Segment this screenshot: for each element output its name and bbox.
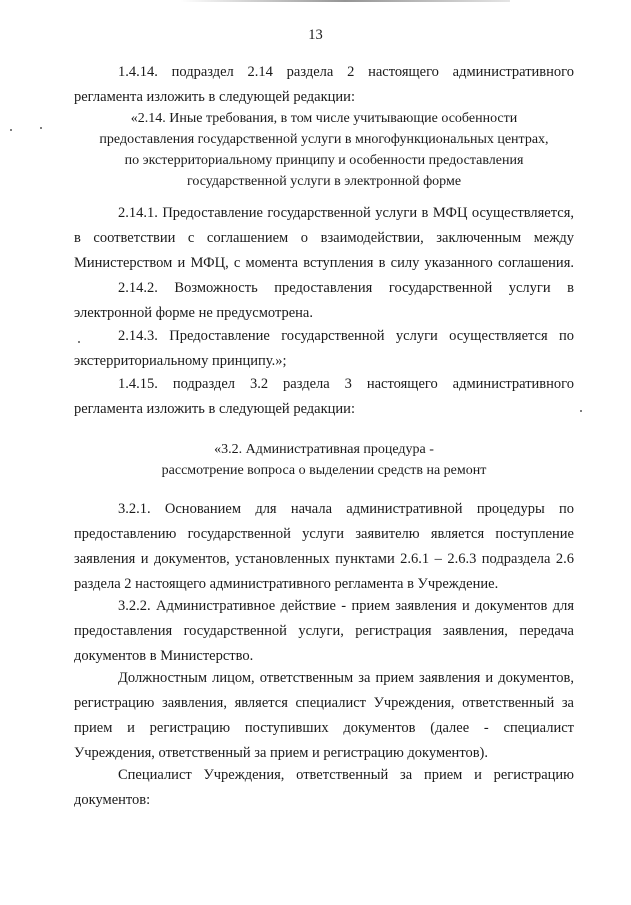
text-line: документов в Министерство. (74, 648, 254, 664)
heading-line: по экстерриториальному принципу и особенности предоставления (124, 153, 524, 168)
paragraph-specialist (74, 763, 574, 813)
text-line: 1.4.15. подраздел 3.2 раздела 3 настоящего административного (118, 376, 574, 392)
text-line: Специалист Учреждения, ответственный за прием и регистрацию (118, 767, 574, 783)
heading-line: рассмотрение вопроса о выделении средств на ремонт (161, 463, 487, 478)
text-line: 2.14.3. Предоставление государственной услуги осуществляется по (118, 328, 574, 344)
text-line: предоставлению государственной услуги заявителю является поступление (74, 526, 574, 542)
heading-line: «3.2. Административная процедура - (214, 442, 434, 457)
text-line: Министерством и МФЦ, с момента вступления в силу указанного соглашения. (74, 255, 574, 271)
text-line: предоставления государственной услуги, регистрация заявления, передача (74, 623, 574, 639)
paragraph-3-2-2 (74, 594, 574, 669)
paragraph-official (74, 666, 574, 766)
paragraph-2-14-1 (74, 201, 574, 276)
text-line: регистрацию заявления, является специалист Учреждения, ответственный за (74, 695, 574, 711)
text-line: Учреждения, ответственный за прием и регистрацию документов). (74, 745, 489, 761)
text-line: заявления и документов, установленных пунктами 2.6.1 – 2.6.3 подраздела 2.6 (74, 551, 574, 567)
section-heading-3-2 (74, 439, 574, 481)
text-line: экстерриториальному принципу.»; (74, 353, 287, 369)
text-line: 2.14.2. Возможность предоставления государственной услуги в (118, 280, 574, 296)
text-line: раздела 2 настоящего административного регламента в Учреждение. (74, 576, 499, 592)
text-line: 1.4.14. подраздел 2.14 раздела 2 настоящего административного (118, 64, 574, 80)
text-line: Должностным лицом, ответственным за прием заявления и документов, (118, 670, 574, 686)
text-line: электронной форме не предусмотрена. (74, 305, 313, 321)
text-line: регламента изложить в следующей редакции: (74, 89, 355, 105)
scan-top-edge (180, 0, 510, 2)
text-line: документов: (74, 792, 151, 808)
paragraph-2-14-2 (74, 276, 574, 326)
heading-line: предоставления государственной услуги в многофункциональных центрах, (99, 132, 549, 147)
section-heading-2-14 (74, 108, 574, 192)
page-number: 13 (308, 27, 323, 43)
text-line: регламента изложить в следующей редакции: (74, 401, 355, 417)
paragraph-2-14-3 (74, 324, 574, 374)
text-line: 2.14.1. Предоставление государственной услуги в МФЦ осуществляется, (118, 205, 574, 221)
text-line: 3.2.1. Основанием для начала административной процедуры по (118, 501, 574, 517)
scan-speck (580, 410, 582, 412)
paragraph-1-4-14 (74, 60, 574, 110)
text-line: 3.2.2. Административное действие - прием заявления и документов для (118, 598, 574, 614)
heading-line: государственной услуги в электронной форме (186, 174, 462, 189)
heading-line: «2.14. Иные требования, в том числе учитывающие особенности (130, 111, 518, 126)
paragraph-3-2-1 (74, 497, 574, 597)
paragraph-1-4-15 (74, 372, 574, 422)
text-line: прием и регистрацию поступивших документов (далее - специалист (74, 720, 574, 736)
text-line: в соответствии с соглашением о взаимодействии, заключенным между (74, 230, 574, 246)
scan-speck (10, 129, 12, 131)
scan-speck (40, 127, 42, 129)
